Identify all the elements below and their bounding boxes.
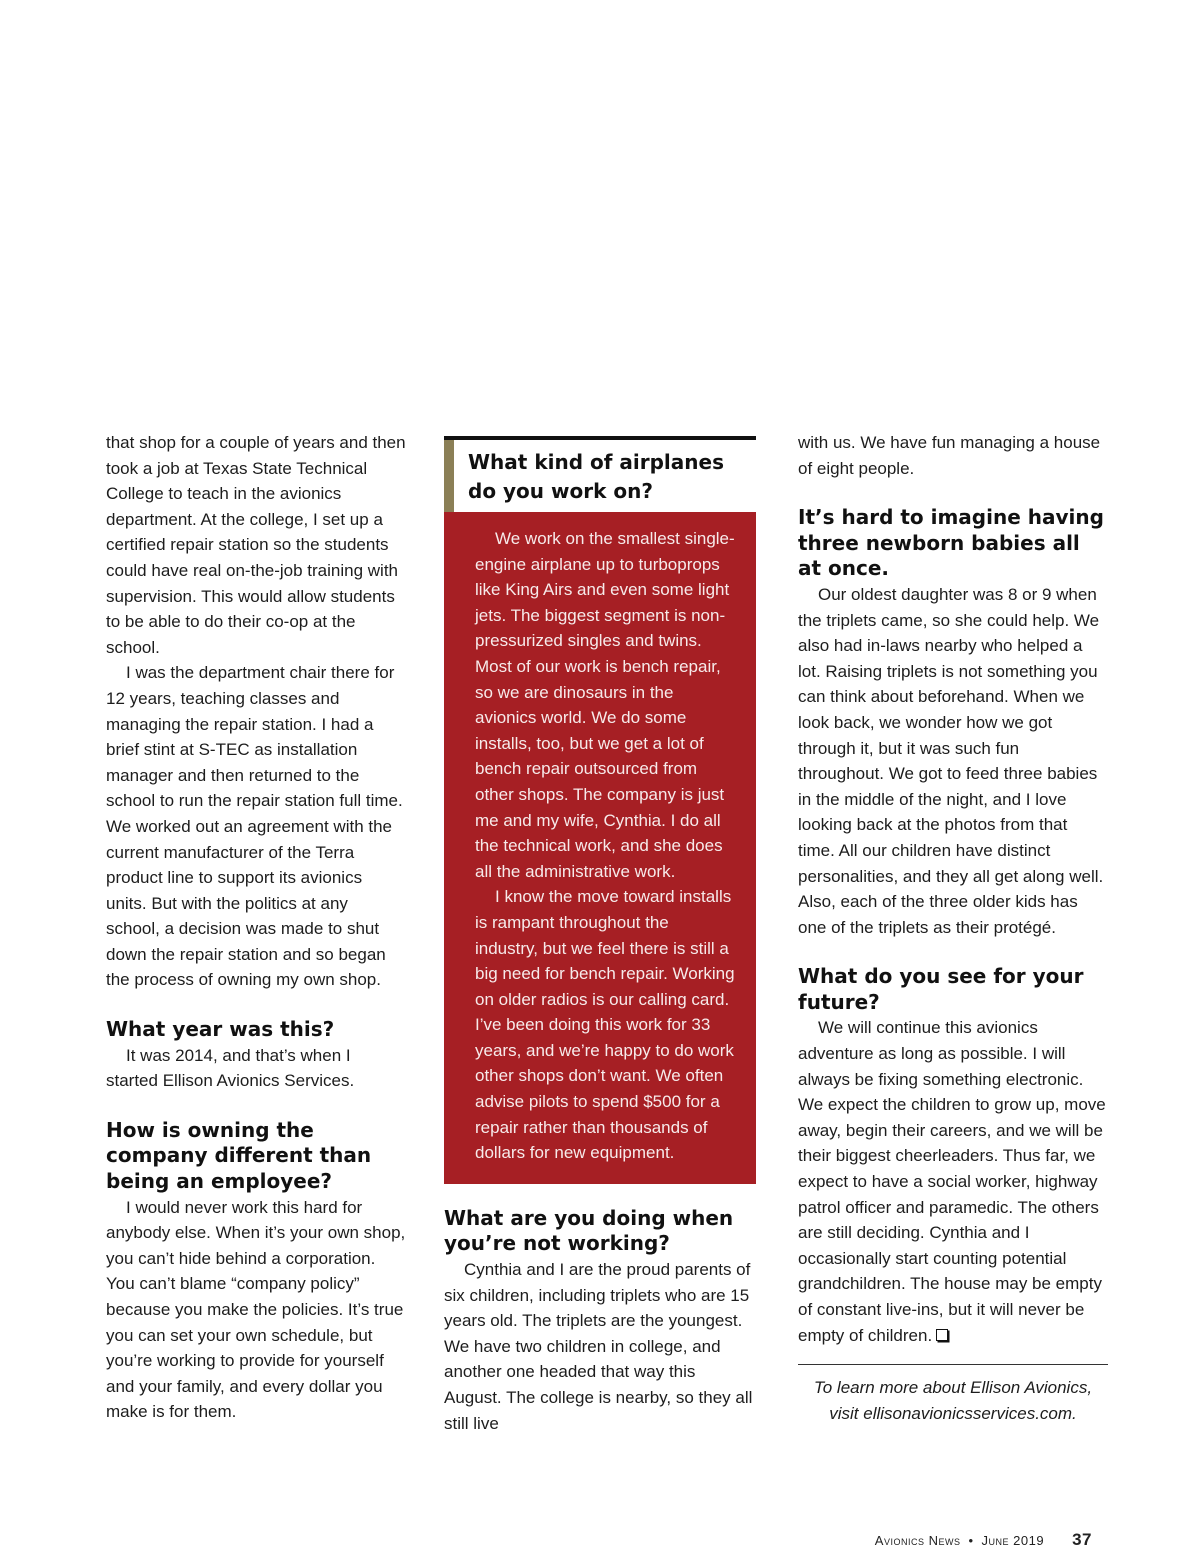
article-column-1 <box>106 430 406 1425</box>
credit-link[interactable]: visit ellisonavionicsservices.com. <box>829 1403 1077 1423</box>
question-heading: What are you doing when you’re not working? <box>444 1205 734 1256</box>
divider <box>798 1364 1108 1365</box>
page-footer <box>875 1530 1092 1550</box>
sidebar-accent-bar <box>444 440 454 512</box>
article-column-2 <box>444 436 756 1436</box>
sidebar-body <box>444 512 756 1184</box>
credit-line: To learn more about Ellison Avionics, <box>813 1378 1093 1398</box>
article-column-3 <box>798 430 1108 1426</box>
end-mark-icon <box>936 1329 948 1341</box>
question-heading: How is owning the company different than being an employee? <box>106 1117 372 1194</box>
question-heading: It’s hard to imagine having three newborn babies all at once. <box>798 505 1104 581</box>
credit-note <box>798 1375 1108 1426</box>
sidebar-title: What kind of airplanes do you work on? <box>468 450 724 503</box>
body-paragraph <box>798 1015 1108 1348</box>
issue-date: June 2019 <box>981 1533 1045 1548</box>
publication-name: Avionics News <box>874 1533 961 1548</box>
body-paragraph: that shop for a couple of years and then took a job at Texas State Technical College to teach in the avionics department. At the college, I set up a certified repair station so the students could have real on-the-job training with supervision. This would allow students to be able to do their co-op at the school. <box>106 433 406 657</box>
question-heading: What year was this? <box>106 1017 335 1042</box>
sidebar-paragraph: I know the move toward installs is rampant throughout the industry, but we feel there is still a big need for bench repair. Working on older radios is our calling card. I’ve been doing this work for 33 years, and we’re happy to do work other shops don’t want. We often advise pilots to spend $500 for a repair rather than thousands of dollars for new equipment. <box>475 887 735 1163</box>
sidebar-box <box>444 436 756 1184</box>
body-paragraph: I would never work this hard for anybody else. When it’s your own shop, you can’t hide behind a corporation. You can’t blame “company policy” because you make the policies. It’s true you can set your own schedule, but you’re working to provide for yourself and your family, and every dollar you make is for them. <box>106 1197 406 1422</box>
body-paragraph: I was the department chair there for 12 years, teaching classes and managing the repair station. I had a brief stint at S-TEC as installation manager and then returned to the school to run the repair station full time. We worked out an agreement with the current manufacturer of the Terra product line to support its avionics units. But with the politics at any school, a decision was made to shut down the repair station and so began the process of owning my own shop. <box>106 663 403 990</box>
future-text: We will continue this avionics adventure as long as possible. I will always be fixing something electronic. We expect the children to grow up, move away, begin their careers, and we will be their biggest cheerleaders. Thus far, we expect to have a social worker, highway patrol officer and paramedic. The others are still deciding. Cynthia and I occasionally start counting potential grandchildren. The house may be empty of constant live-ins, but it will never be empty of children. <box>798 1018 1106 1345</box>
body-paragraph: Cynthia and I are the proud parents of six children, including triplets who are 15 years old. The triplets are the youngest. We have two children in college, and another one headed that way this August. The college is nearby, so they all still live <box>444 1260 753 1433</box>
sidebar-header <box>444 436 756 512</box>
question-heading: What do you see for your future? <box>798 964 1084 1014</box>
body-paragraph: Our oldest daughter was 8 or 9 when the triplets came, so she could help. We also had in-laws nearby who helped a lot. Raising triplets is not something you can think about beforehand. When we look back, we wonder how we got through it, but it was such fun throughout. We got to feed three babies in the middle of the night, and I love looking back at the photos from that time. All our children have distinct personalities, and they all get along well. Also, each of the three older kids has one of the triplets as their protégé. <box>798 584 1104 937</box>
body-paragraph: It was 2014, and that’s when I started Ellison Avionics Services. <box>106 1045 355 1091</box>
footer-bullet: • <box>968 1533 974 1548</box>
body-paragraph: with us. We have fun managing a house of eight people. <box>798 433 1101 478</box>
sidebar-paragraph: We work on the smallest single-engine airplane up to turboprops like King Airs and even some light jets. The biggest segment is non-pressurized singles and twins. Most of our work is bench repair, so we are dinosaurs in the avionics world. We do some installs, too, but we get a lot of bench repair outsourced from other shops. The company is just me and my wife, Cynthia. I do all the technical work, and she does all the administrative work. <box>475 529 735 881</box>
page-number: 37 <box>1072 1530 1092 1549</box>
